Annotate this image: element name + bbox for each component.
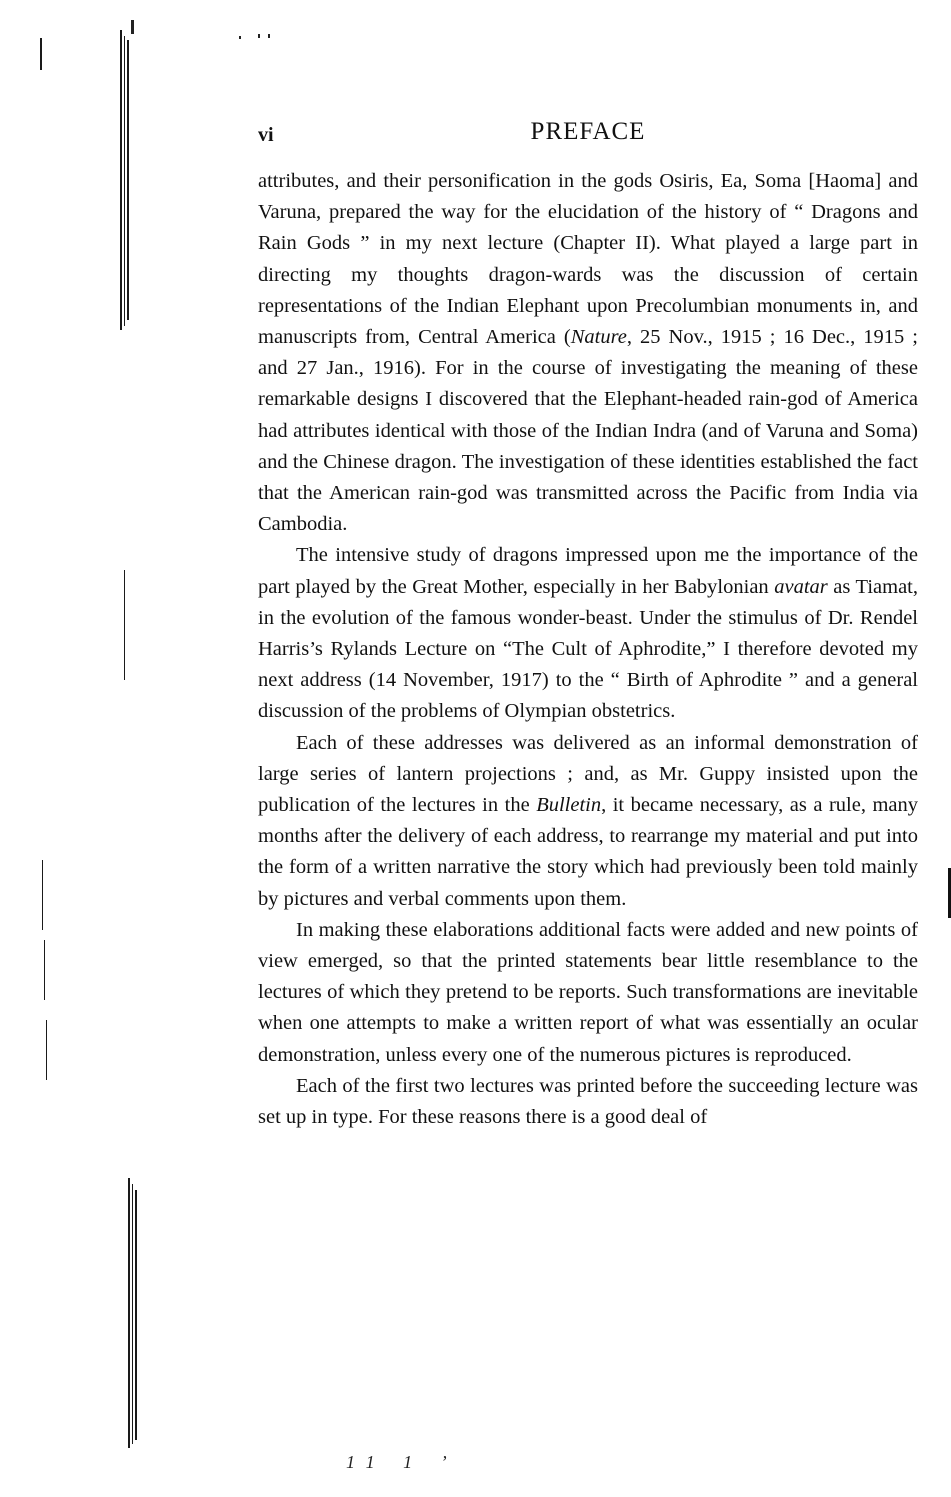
scan-speck (239, 36, 241, 39)
binding-line (127, 40, 129, 320)
paragraph: In making these elaborations additional facts were added and new points of view emerged, so that the printed statements bear little resemblance to the lectures of which they pretend to be reports. Such transformations are inevitable when one attempts to make a written report of what was essentially an ocular demonstration, unless every one of the numerous pictures is reproduced. (258, 918, 918, 1066)
binding-line (124, 36, 125, 326)
paragraph: The intensive study of dragons impressed upon me the importance of the part played by the Great Mother, especially in her Babylonian avatar as Tiamat, in the evolution of the famous wonder-beast. Under the stimulus of Dr. Rendel Harris’s Rylands Lecture on “The Cult of Aphrodite,” I therefore devoted my next address (14 November, 1917) to the “ Birth of Aphrodite ” and a general discussion of the problems of Olympian obstetrics. (258, 544, 918, 723)
paragraph: attributes, and their personification in the gods Osiris, Ea, Soma [Haoma] and Varuna, prepared the way for the elucidation of the history of “ Dragons and Rain Gods ” in my next lecture (Chapter II). What played a large part in directing my thoughts dragon-wards was the discussion of certain representations of the Indian Elephant upon Precolumbian monuments in, and manuscripts from, Central America (Nature, 25 Nov., 1915 ; 16 Dec., 1915 ; and 27 Jan., 1916). For in the course of investigating the meaning of these remarkable designs I discovered that the Elephant-headed rain-god of America had attributes identical with those of the Indian Indra (and of Varuna and Soma) and the Chinese dragon. The investigation of these identities established the fact that the American rain-god was transmitted across the Pacific from India via Cambodia. (258, 170, 918, 536)
binding-line (42, 860, 43, 930)
journal-title: Bulletin (536, 794, 602, 817)
paragraph: Each of these addresses was delivered as an informal demonstration of large series of lantern projections ; and, as Mr. Guppy insisted upon the publication of the lectures in the Bulletin, it became necessary, as a rule, many months after the delivery of each address, to rearrange my material and put into the form of a written narrative the story which had previously been told mainly by pictures and verbal comments upon them. (258, 731, 918, 910)
binding-line (40, 38, 42, 70)
scan-binding-gutter (0, 0, 160, 1497)
journal-title: Nature (570, 326, 627, 349)
binding-line (46, 1020, 47, 1080)
scan-speck (258, 34, 260, 38)
binding-line (124, 570, 125, 680)
italic-term: avatar (774, 575, 828, 598)
running-head: PREFACE (530, 118, 646, 145)
binding-line (128, 1178, 130, 1448)
binding-line (135, 1190, 137, 1440)
page-header (258, 118, 918, 154)
binding-line (120, 30, 122, 330)
paragraph: Each of the first two lectures was printed before the succeeding lecture was set up in type. For these reasons there is a good deal of (258, 1074, 918, 1129)
page-number: vi (258, 124, 274, 146)
scan-speck (268, 34, 270, 38)
body-text (258, 166, 918, 1133)
binding-line (44, 940, 45, 1000)
scan-speck (131, 20, 134, 34)
footer-marks: 11 1 ’ (346, 1452, 459, 1472)
binding-line (132, 1184, 133, 1444)
